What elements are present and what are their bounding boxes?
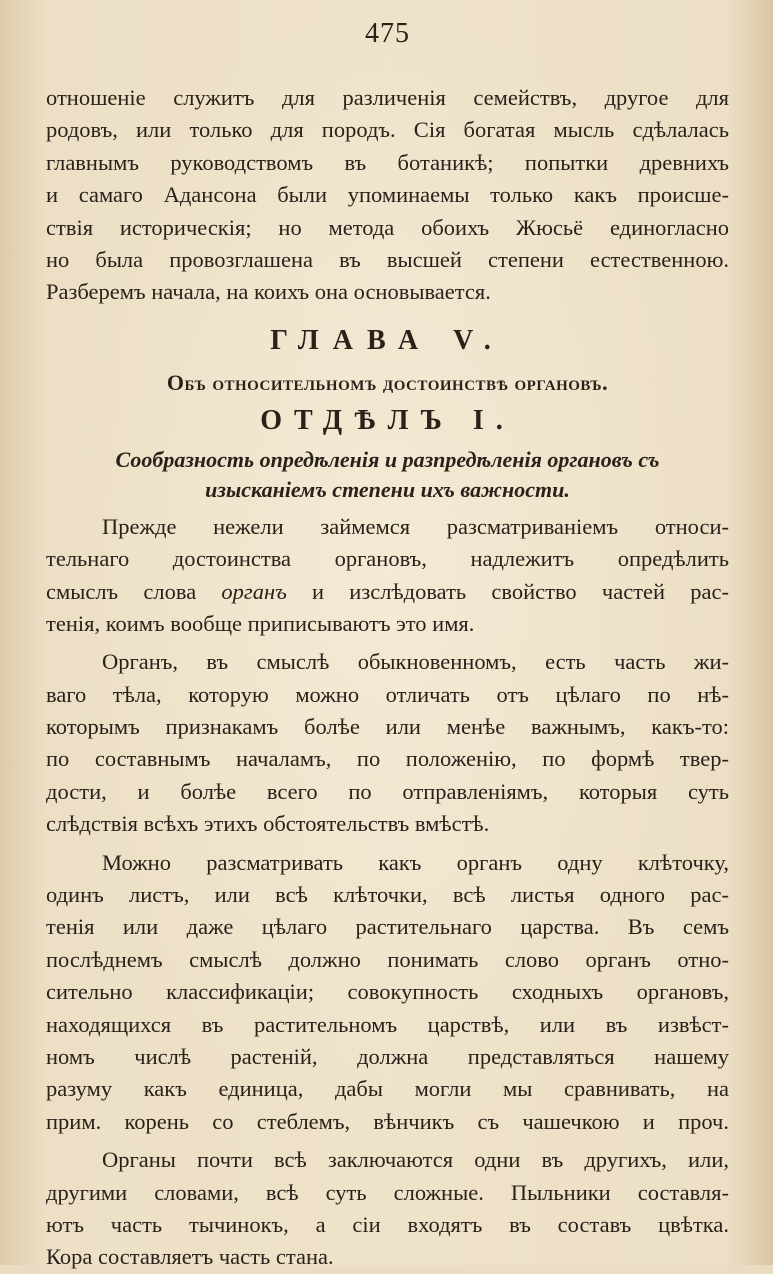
text-line: ствія историческія; но метода обоихъ Жюсьё единогласно <box>46 214 729 240</box>
section-title-line: изысканіемъ степени ихъ важности. <box>205 476 570 502</box>
text-line: сительно классификаціи; совокупность сходныхъ органовъ, <box>46 979 729 1005</box>
text-fragment: смыслъ слова <box>46 578 222 604</box>
text-line: одинъ листъ, или всѣ клѣточки, всѣ листья одного рас- <box>46 882 729 908</box>
paragraph-4 <box>46 1144 729 1274</box>
italic-term: органъ <box>221 578 287 604</box>
text-line: главнымъ руководствомъ въ ботаникѣ; попытки древнихъ <box>46 149 729 175</box>
text-line: прим. корень со стеблемъ, вѣнчикъ съ чашечкою и проч. <box>46 1108 729 1134</box>
text-line: тельнаго достоинства органовъ, надлежитъ опредѣлить <box>46 546 729 572</box>
chapter-heading: ГЛАВА V. <box>270 324 505 356</box>
text-line: номъ числѣ растеній, должна представляться нашему <box>46 1043 729 1069</box>
text-line: и самаго Адансона были упоминаемы только какъ происше- <box>46 182 729 208</box>
text-line: ютъ часть тычинокъ, а сіи входятъ въ составъ цвѣтка. <box>46 1211 729 1237</box>
text-line: разуму какъ единица, дабы могли мы сравнивать, на <box>46 1076 729 1102</box>
chapter-subheading: Объ относительномъ достоинствѣ органовъ. <box>166 369 609 395</box>
page-number: 475 <box>365 18 410 49</box>
section-title <box>46 445 729 505</box>
paragraph-1 <box>46 511 729 641</box>
text-line: Органы почти всѣ заключаются одни въ другихъ, или, <box>102 1147 729 1173</box>
text-line: Разберемъ начала, на коихъ она основывается. <box>46 279 491 305</box>
text-line: отношеніе служитъ для различенія семействъ, другое для <box>46 85 729 110</box>
paragraph-3 <box>46 847 729 1139</box>
section-title-line: Сообразность опредѣленія и разпредѣленія органовъ съ <box>115 446 660 472</box>
text-line: послѣднемъ смыслѣ должно понимать слово органъ отно- <box>46 946 729 972</box>
text-fragment: и изслѣдовать свойство частей рас- <box>286 578 729 604</box>
text-line: Кора составляетъ часть стана. <box>46 1244 334 1270</box>
text-line: но была провозглашена въ высшей степени естественною. <box>46 246 729 272</box>
text-line: по составнымъ началамъ, по положенію, по формѣ твер- <box>46 746 729 772</box>
text-line: которымъ признакамъ болѣе или менѣе важнымъ, какъ-то: <box>46 714 729 740</box>
text-line: находящихся въ растительномъ царствѣ, или въ извѣст- <box>46 1011 729 1037</box>
section-heading: ОТДѢЛЪ I. <box>260 404 515 436</box>
text-line: родовъ, или только для породъ. Сія богатая мысль сдѣлалась <box>46 117 729 143</box>
opening-paragraph <box>46 82 729 309</box>
text-line: тенія, коимъ вообще приписываютъ это имя. <box>46 610 475 636</box>
text-line: Прежде нежели займемся разсматриваніемъ относи- <box>102 513 729 539</box>
text-line: слѣдствія всѣхъ этихъ обстоятельствъ вмѣстѣ. <box>46 811 490 837</box>
text-line: Можно разсматривать какъ органъ одну клѣточку, <box>102 849 729 875</box>
text-line: ваго тѣла, которую можно отличать отъ цѣлаго по нѣ- <box>46 681 729 707</box>
text-line: другими словами, всѣ суть сложные. Пыльники составля- <box>46 1179 729 1205</box>
text-line <box>46 576 729 608</box>
text-line: Органъ, въ смыслѣ обыкновенномъ, есть часть жи- <box>102 649 729 675</box>
paragraph-2 <box>46 646 729 840</box>
text-line: дости, и болѣе всего по отправленіямъ, которыя суть <box>46 778 729 804</box>
text-line: тенія или даже цѣлаго растительнаго царства. Въ семъ <box>46 914 729 940</box>
